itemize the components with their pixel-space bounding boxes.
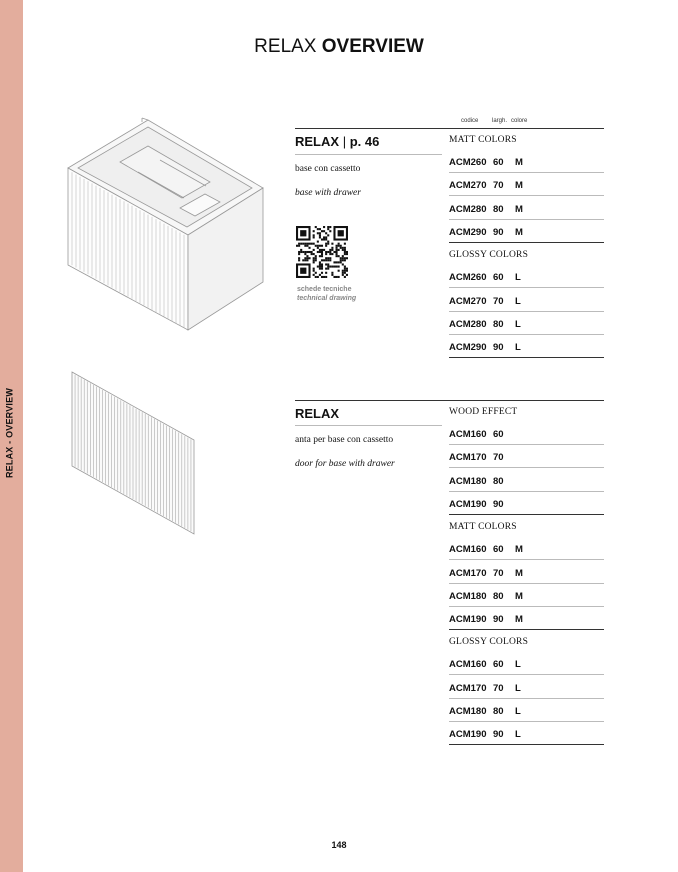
- section-rule: [449, 629, 604, 630]
- qr-caption-en: technical drawing: [297, 295, 357, 302]
- qr-code-icon[interactable]: [296, 226, 348, 278]
- row-width: 90: [493, 226, 504, 238]
- page-title: [0, 36, 678, 58]
- row-code: ACM180: [449, 706, 487, 717]
- product2-desc-en: door for base with drawer: [295, 459, 395, 469]
- col-header-color: colore: [511, 118, 528, 124]
- section-title: MATT COLORS: [449, 522, 517, 533]
- row-width: 90: [493, 498, 504, 510]
- row-code: ACM190: [449, 729, 487, 741]
- row-rule: [449, 491, 604, 492]
- row-rule: [449, 172, 604, 173]
- section-title: GLOSSY COLORS: [449, 250, 529, 261]
- section-rule: [449, 242, 604, 243]
- row-rule: [449, 219, 604, 220]
- section-title: MATT COLORS: [449, 135, 517, 145]
- row-color: M: [515, 567, 523, 579]
- row-color: M: [515, 203, 523, 215]
- row-code: ACM260: [449, 272, 487, 284]
- product2-top-rule: [295, 400, 604, 401]
- row-width: 80: [493, 318, 504, 330]
- row-color: L: [515, 706, 521, 717]
- row-code: ACM180: [449, 590, 487, 602]
- row-rule: [449, 467, 604, 468]
- row-color: L: [515, 342, 521, 354]
- row-width: 90: [493, 729, 504, 741]
- row-color: M: [515, 226, 523, 238]
- row-color: M: [515, 180, 523, 192]
- row-width: 70: [493, 567, 504, 579]
- product1-desc-it: base con cassetto: [295, 164, 361, 174]
- row-rule: [449, 444, 604, 445]
- row-width: 80: [493, 706, 504, 717]
- row-code: ACM280: [449, 203, 487, 215]
- section-rule: [449, 514, 604, 515]
- row-color: L: [515, 295, 521, 307]
- row-width: 60: [493, 272, 504, 284]
- product2-desc-it: anta per base con cassetto: [295, 435, 394, 445]
- row-rule: [449, 311, 604, 312]
- row-width: 60: [493, 544, 504, 556]
- row-color: M: [515, 544, 523, 556]
- row-code: ACM190: [449, 614, 487, 626]
- row-code: ACM270: [449, 180, 487, 192]
- row-code: ACM160: [449, 659, 487, 671]
- row-code: ACM180: [449, 475, 487, 487]
- qr-caption-it: schede tecniche: [297, 286, 352, 293]
- row-color: L: [515, 659, 521, 671]
- row-color: L: [515, 682, 521, 694]
- row-code: ACM160: [449, 429, 487, 440]
- row-rule: [449, 721, 604, 722]
- row-code: ACM280: [449, 318, 487, 330]
- row-code: ACM170: [449, 567, 487, 579]
- row-rule: [449, 583, 604, 584]
- row-code: ACM260: [449, 157, 487, 168]
- row-width: 80: [493, 203, 504, 215]
- row-width: 70: [493, 180, 504, 192]
- sidebar-label: RELAX - OVERVIEW: [4, 387, 15, 479]
- section-title: GLOSSY COLORS: [449, 637, 529, 648]
- row-code: ACM290: [449, 342, 487, 354]
- section-title: WOOD EFFECT: [449, 407, 518, 417]
- row-color: L: [515, 729, 521, 741]
- row-width: 60: [493, 157, 504, 168]
- row-code: ACM290: [449, 226, 487, 238]
- row-width: 70: [493, 295, 504, 307]
- row-color: L: [515, 318, 521, 330]
- row-rule: [449, 559, 604, 560]
- product1-name: RELAX | p. 46: [295, 134, 380, 149]
- row-color: M: [515, 614, 523, 626]
- row-code: ACM270: [449, 295, 487, 307]
- row-rule: [449, 195, 604, 196]
- row-width: 70: [493, 452, 504, 464]
- row-code: ACM170: [449, 452, 487, 464]
- row-rule: [449, 606, 604, 607]
- header-rule: [295, 128, 604, 129]
- row-width: 60: [493, 659, 504, 671]
- row-rule: [449, 674, 604, 675]
- title-bold: OVERVIEW: [321, 36, 424, 57]
- product1-name-rule: [295, 154, 442, 155]
- row-color: L: [515, 272, 521, 284]
- base-cabinet-illustration: [60, 110, 272, 335]
- row-width: 90: [493, 614, 504, 626]
- row-code: ACM160: [449, 544, 487, 556]
- row-width: 60: [493, 429, 504, 440]
- sidebar-band: [0, 0, 23, 872]
- row-code: ACM190: [449, 498, 487, 510]
- row-width: 80: [493, 475, 504, 487]
- product2-name: RELAX: [295, 406, 340, 421]
- product1-desc-en: base with drawer: [295, 188, 361, 198]
- row-rule: [449, 287, 604, 288]
- row-rule: [449, 334, 604, 335]
- col-header-width: largh.: [492, 118, 508, 124]
- product2-name-rule: [295, 425, 442, 426]
- row-rule: [449, 698, 604, 699]
- row-color: M: [515, 157, 523, 168]
- row-code: ACM170: [449, 682, 487, 694]
- col-header-code: codice: [461, 118, 479, 124]
- row-color: M: [515, 590, 523, 602]
- row-width: 80: [493, 590, 504, 602]
- row-width: 70: [493, 682, 504, 694]
- section-rule: [449, 744, 604, 745]
- section-rule: [449, 357, 604, 358]
- page-number: 148: [331, 840, 347, 850]
- row-width: 90: [493, 342, 504, 354]
- title-light: RELAX: [254, 36, 317, 57]
- door-panel-illustration: [68, 368, 200, 538]
